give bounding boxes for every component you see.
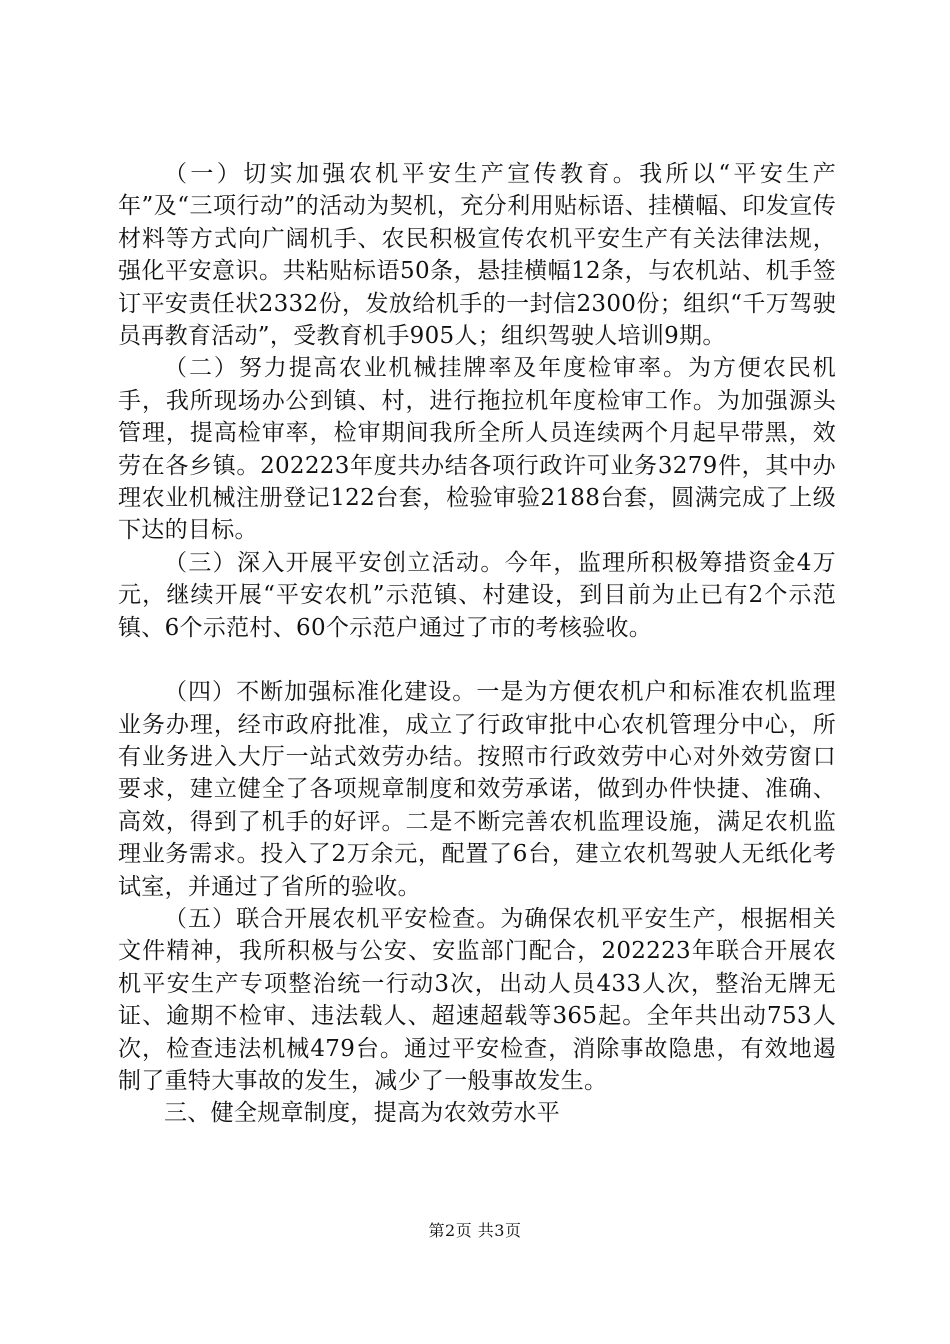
paragraph-registration-inspection: （二）努力提高农业机械挂牌率及年度检审率。为方便农民机手，我所现场办公到镇、村，进行拖拉机年度检审工作。为加强源头管理，提高检审率，检审期间我所全所人员连续两个月起早带黑，效劳在各乡镇。202223年度共办结各项行政许可业务3279件，其中办理农业机械注册登记122台套，检验审验2188台套，圆满完成了上级下达的目标。	[118, 355, 836, 544]
paragraph-spacer	[118, 644, 836, 676]
section-heading-regulations: 三、健全规章制度，提高为农效劳水平	[164, 1100, 561, 1127]
page-number-footer: 第2页 共3页	[428, 1221, 522, 1240]
paragraph-standardization: （四）不断加强标准化建设。一是为方便农机户和标准农机监理业务办理，经市政府批准，成立了行政审批中心农机管理分中心，所有业务进入大厅一站式效劳办结。按照市行政效劳中心对外效劳窗口要求，建立健全了各项规章制度和效劳承诺，做到办件快捷、准确、高效，得到了机手的好评。二是不断完善农机监理设施，满足农机监理业务需求。投入了2万余元，配置了6台，建立农机驾驶人无纸化考试室，并通过了省所的验收。	[118, 679, 836, 900]
paragraph-safety-creation: （三）深入开展平安创立活动。今年，监理所积极筹措资金4万元，继续开展“平安农机”示范镇、村建设，到目前为止已有2个示范镇、6个示范村、60个示范户通过了市的考核验收。	[118, 549, 836, 641]
paragraph-joint-inspection: （五）联合开展农机平安检查。为确保农机平安生产，根据相关文件精神，我所积极与公安、安监部门配合，202223年联合开展农机平安生产专项整治统一行动3次，出动人员433人次，整治无牌无证、逾期不检审、违法载人、超速超载等365起。全年共出动753人次，检查违法机械479台。通过平安检查，消除事故隐患，有效地遏制了重特大事故的发生，减少了一般事故发生。	[118, 905, 836, 1094]
paragraph-publicity-education: （一）切实加强农机平安生产宣传教育。我所以“平安生产年”及“三项行动”的活动为契机，充分利用贴标语、挂横幅、印发宣传材料等方式向广阔机手、农民积极宣传农机平安生产有关法律法规，强化平安意识。共粘贴标语50条，悬挂横幅12条，与农机站、机手签订平安责任状2332份，发放给机手的一封信2300份；组织“千万驾驶员再教育活动”，受教育机手905人；组织驾驶人培训9期。	[118, 161, 836, 350]
document-body	[118, 158, 836, 1130]
